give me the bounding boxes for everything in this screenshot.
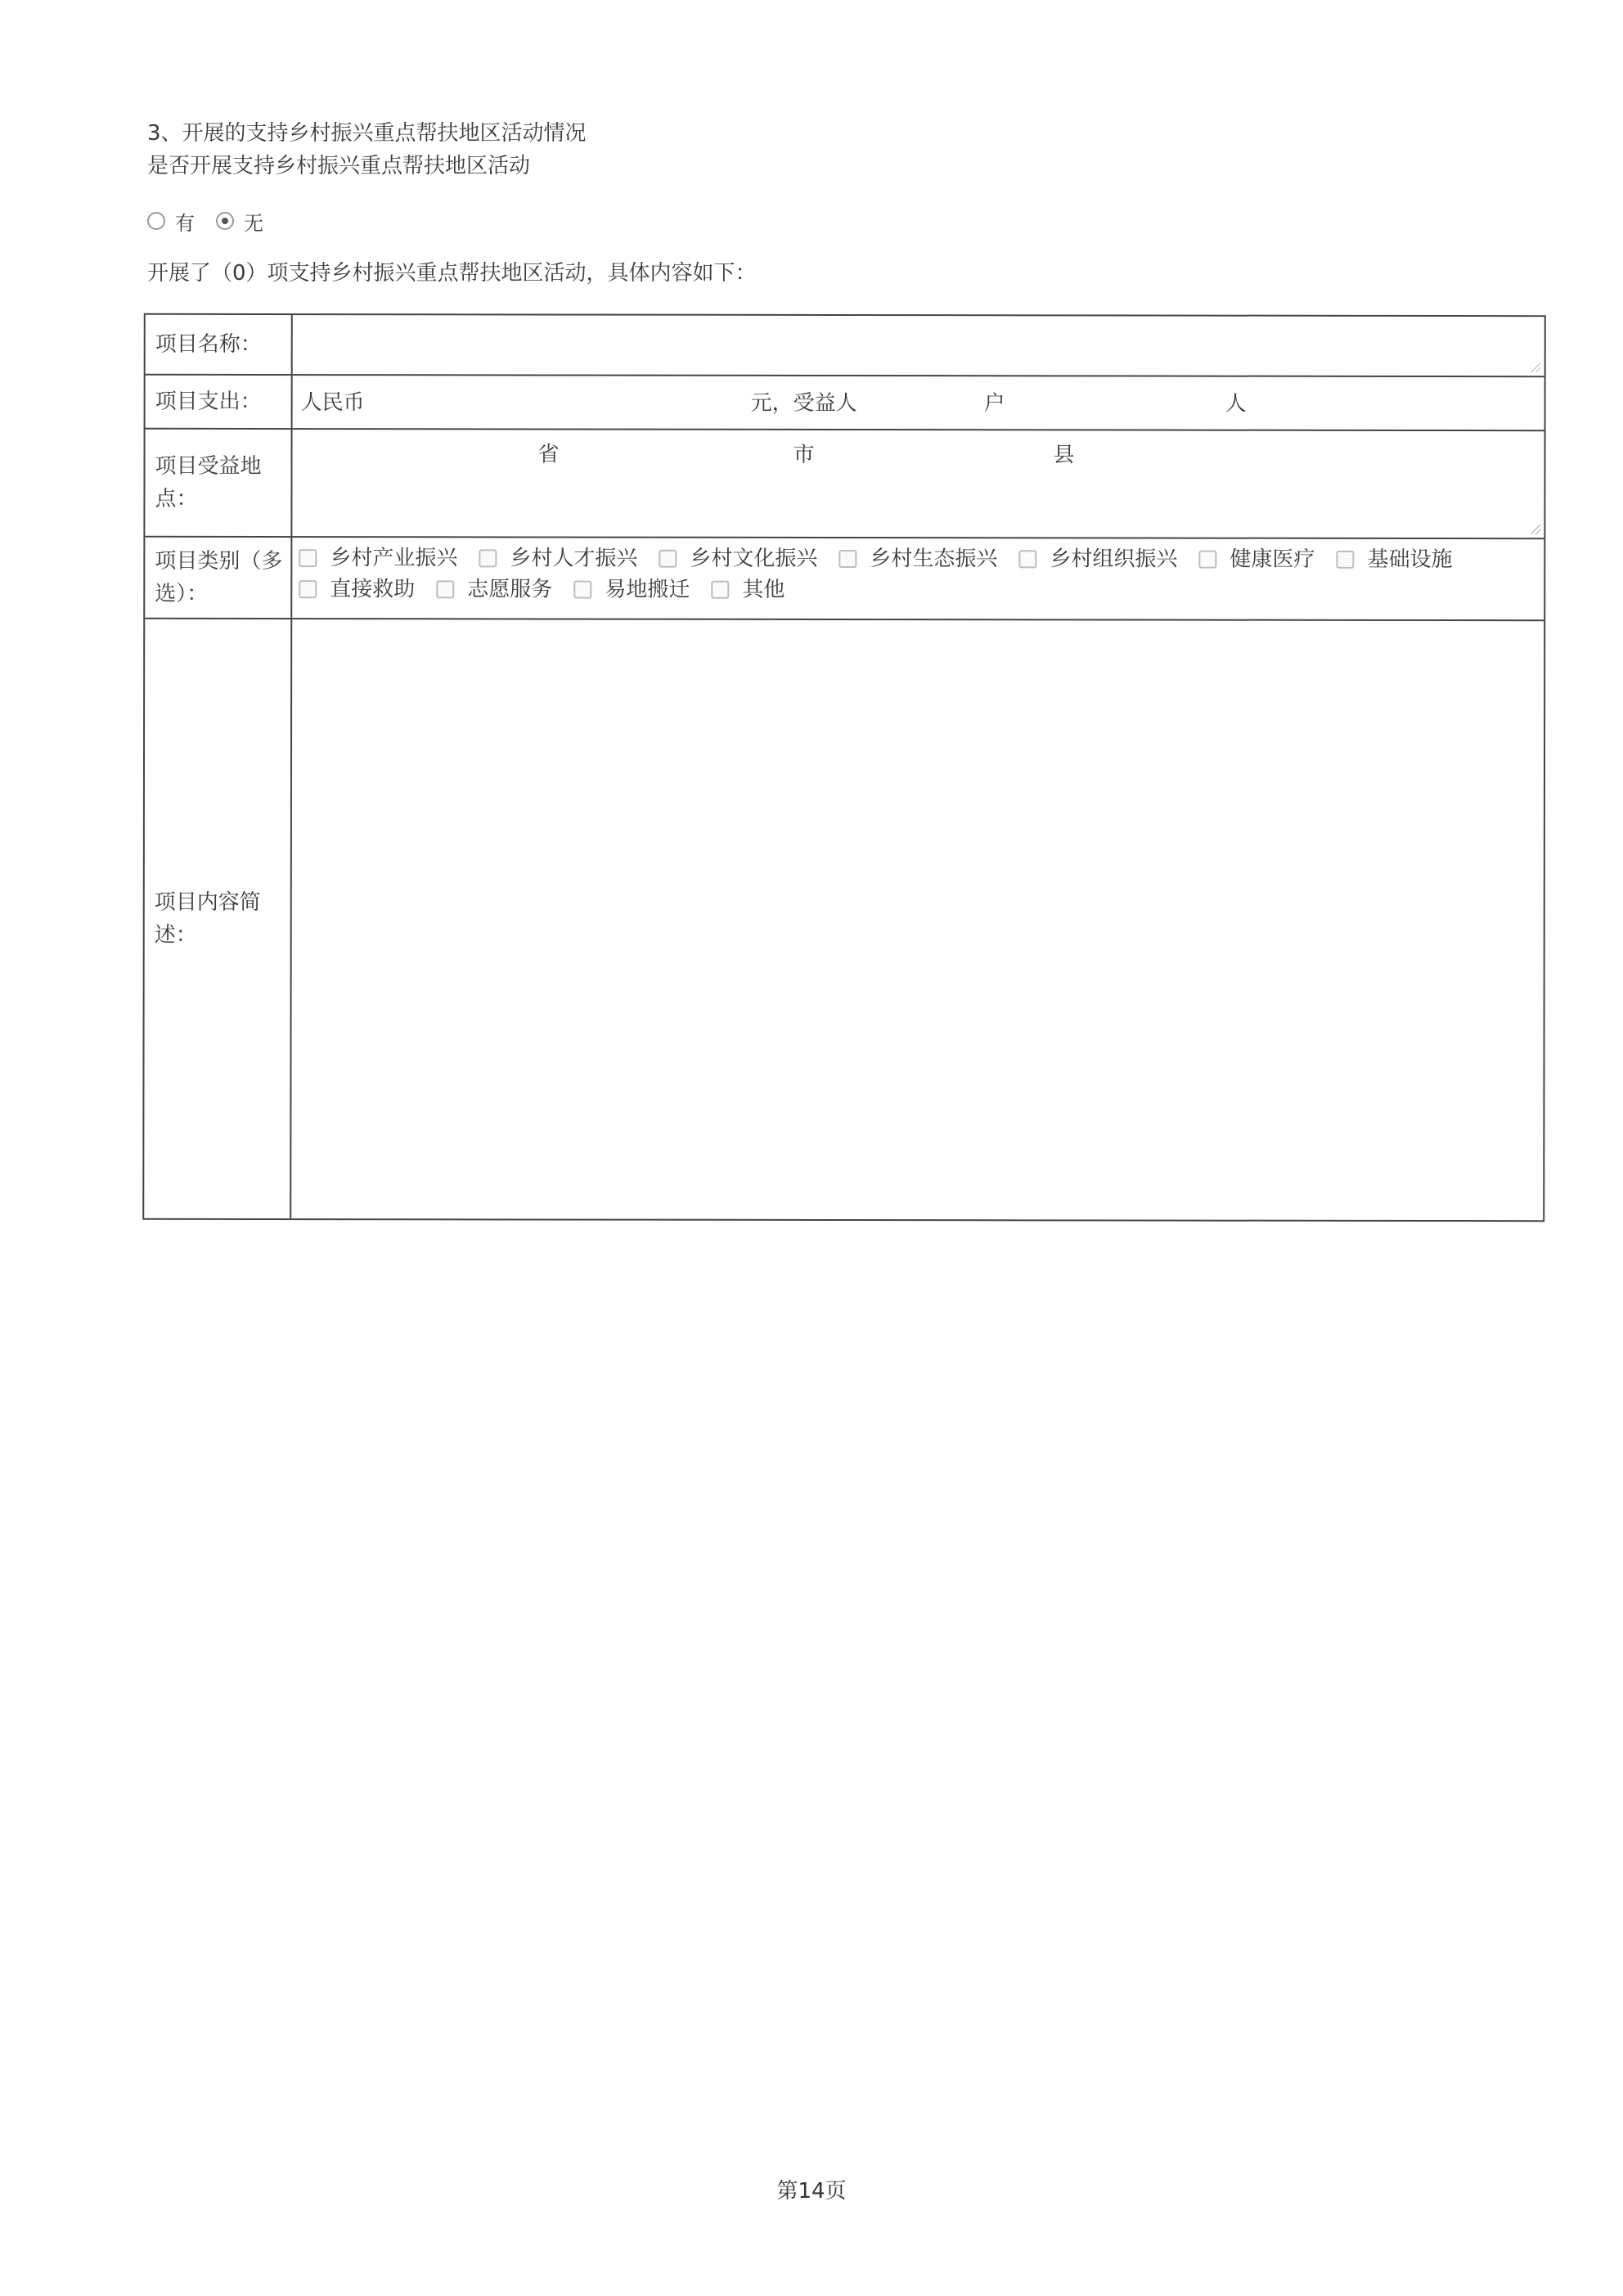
category-option[interactable]: [659, 543, 817, 574]
resize-grip-icon[interactable]: [1531, 524, 1540, 534]
category-option[interactable]: [1198, 544, 1315, 575]
person-unit-label: 人: [1225, 391, 1247, 416]
checkbox[interactable]: [1336, 551, 1354, 569]
section-title: 3、开展的支持乡村振兴重点帮扶地区活动情况: [147, 121, 587, 146]
row-project-location: [145, 430, 1544, 539]
category-option[interactable]: [1336, 544, 1452, 575]
activity-radio-group: [147, 205, 285, 237]
project-category-options: [292, 538, 1544, 619]
checkbox[interactable]: [299, 549, 317, 567]
row-project-category: [145, 538, 1544, 621]
checkbox[interactable]: [299, 580, 317, 598]
category-option[interactable]: [436, 574, 552, 605]
province-unit-label: 省: [537, 442, 560, 467]
checkbox[interactable]: [1198, 551, 1216, 569]
yuan-beneficiary-label: 元，受益人: [750, 390, 857, 416]
category-option-label: 乡村组织振兴: [1050, 547, 1178, 572]
radio-no-control[interactable]: [216, 212, 234, 230]
checkbox[interactable]: [436, 580, 454, 598]
category-option-label: 基础设施: [1367, 547, 1453, 573]
category-option[interactable]: [299, 574, 415, 605]
project-expense-label: 项目支出：: [146, 376, 293, 428]
radio-option-no[interactable]: [216, 207, 263, 236]
category-option-label: 乡村文化振兴: [690, 546, 818, 571]
project-category-label: 项目类别（多选）：: [145, 538, 292, 618]
activity-summary: 开展了（0）项支持乡村振兴重点帮扶地区活动，具体内容如下：: [147, 261, 757, 286]
radio-yes-label: 有: [175, 211, 195, 235]
project-location-label: 项目受益地点：: [145, 430, 292, 536]
category-option[interactable]: [479, 542, 637, 574]
category-option-label: 乡村产业振兴: [330, 546, 458, 571]
category-option[interactable]: [711, 574, 785, 606]
category-option[interactable]: [838, 543, 997, 574]
county-unit-label: 县: [1053, 443, 1075, 468]
row-project-description: [144, 619, 1544, 1220]
section-question: 是否开展支持乡村振兴重点帮扶地区活动: [147, 154, 531, 178]
category-option[interactable]: [1018, 543, 1177, 574]
category-option-label: 其他: [742, 577, 785, 602]
category-option[interactable]: [573, 574, 690, 606]
project-name-field[interactable]: [293, 315, 1544, 376]
household-unit-label: 户: [983, 391, 1005, 416]
row-project-expense: [146, 376, 1544, 431]
project-expense-fields: [293, 376, 1544, 430]
category-option-label: 乡村人才振兴: [510, 546, 638, 571]
checkbox[interactable]: [1018, 550, 1036, 568]
category-option-label: 易地搬迁: [605, 577, 690, 602]
section-heading: [147, 117, 587, 182]
checkbox[interactable]: [479, 549, 497, 567]
radio-option-yes[interactable]: [147, 207, 195, 236]
checkbox[interactable]: [838, 550, 856, 568]
page-number: 第14页: [776, 2179, 847, 2204]
currency-label: 人民币: [300, 390, 365, 416]
project-description-label: 项目内容简述：: [144, 619, 292, 1218]
category-option-label: 健康医疗: [1230, 547, 1315, 572]
category-option-label: 乡村生态振兴: [870, 547, 998, 572]
project-location-fields[interactable]: [292, 430, 1544, 538]
category-option[interactable]: [299, 542, 457, 574]
city-unit-label: 市: [793, 442, 815, 467]
radio-no-label: 无: [244, 211, 263, 235]
radio-yes-control[interactable]: [147, 212, 165, 230]
row-project-name: [146, 315, 1544, 377]
project-description-field[interactable]: [291, 619, 1544, 1220]
project-name-label: 项目名称：: [146, 315, 293, 374]
project-form-table: [142, 313, 1546, 1222]
resize-grip-icon[interactable]: [1531, 362, 1541, 372]
category-option-label: 志愿服务: [467, 577, 553, 602]
category-option-label: 直接救助: [330, 577, 416, 602]
checkbox[interactable]: [659, 550, 677, 568]
checkbox[interactable]: [573, 581, 591, 599]
checkbox[interactable]: [711, 581, 729, 599]
